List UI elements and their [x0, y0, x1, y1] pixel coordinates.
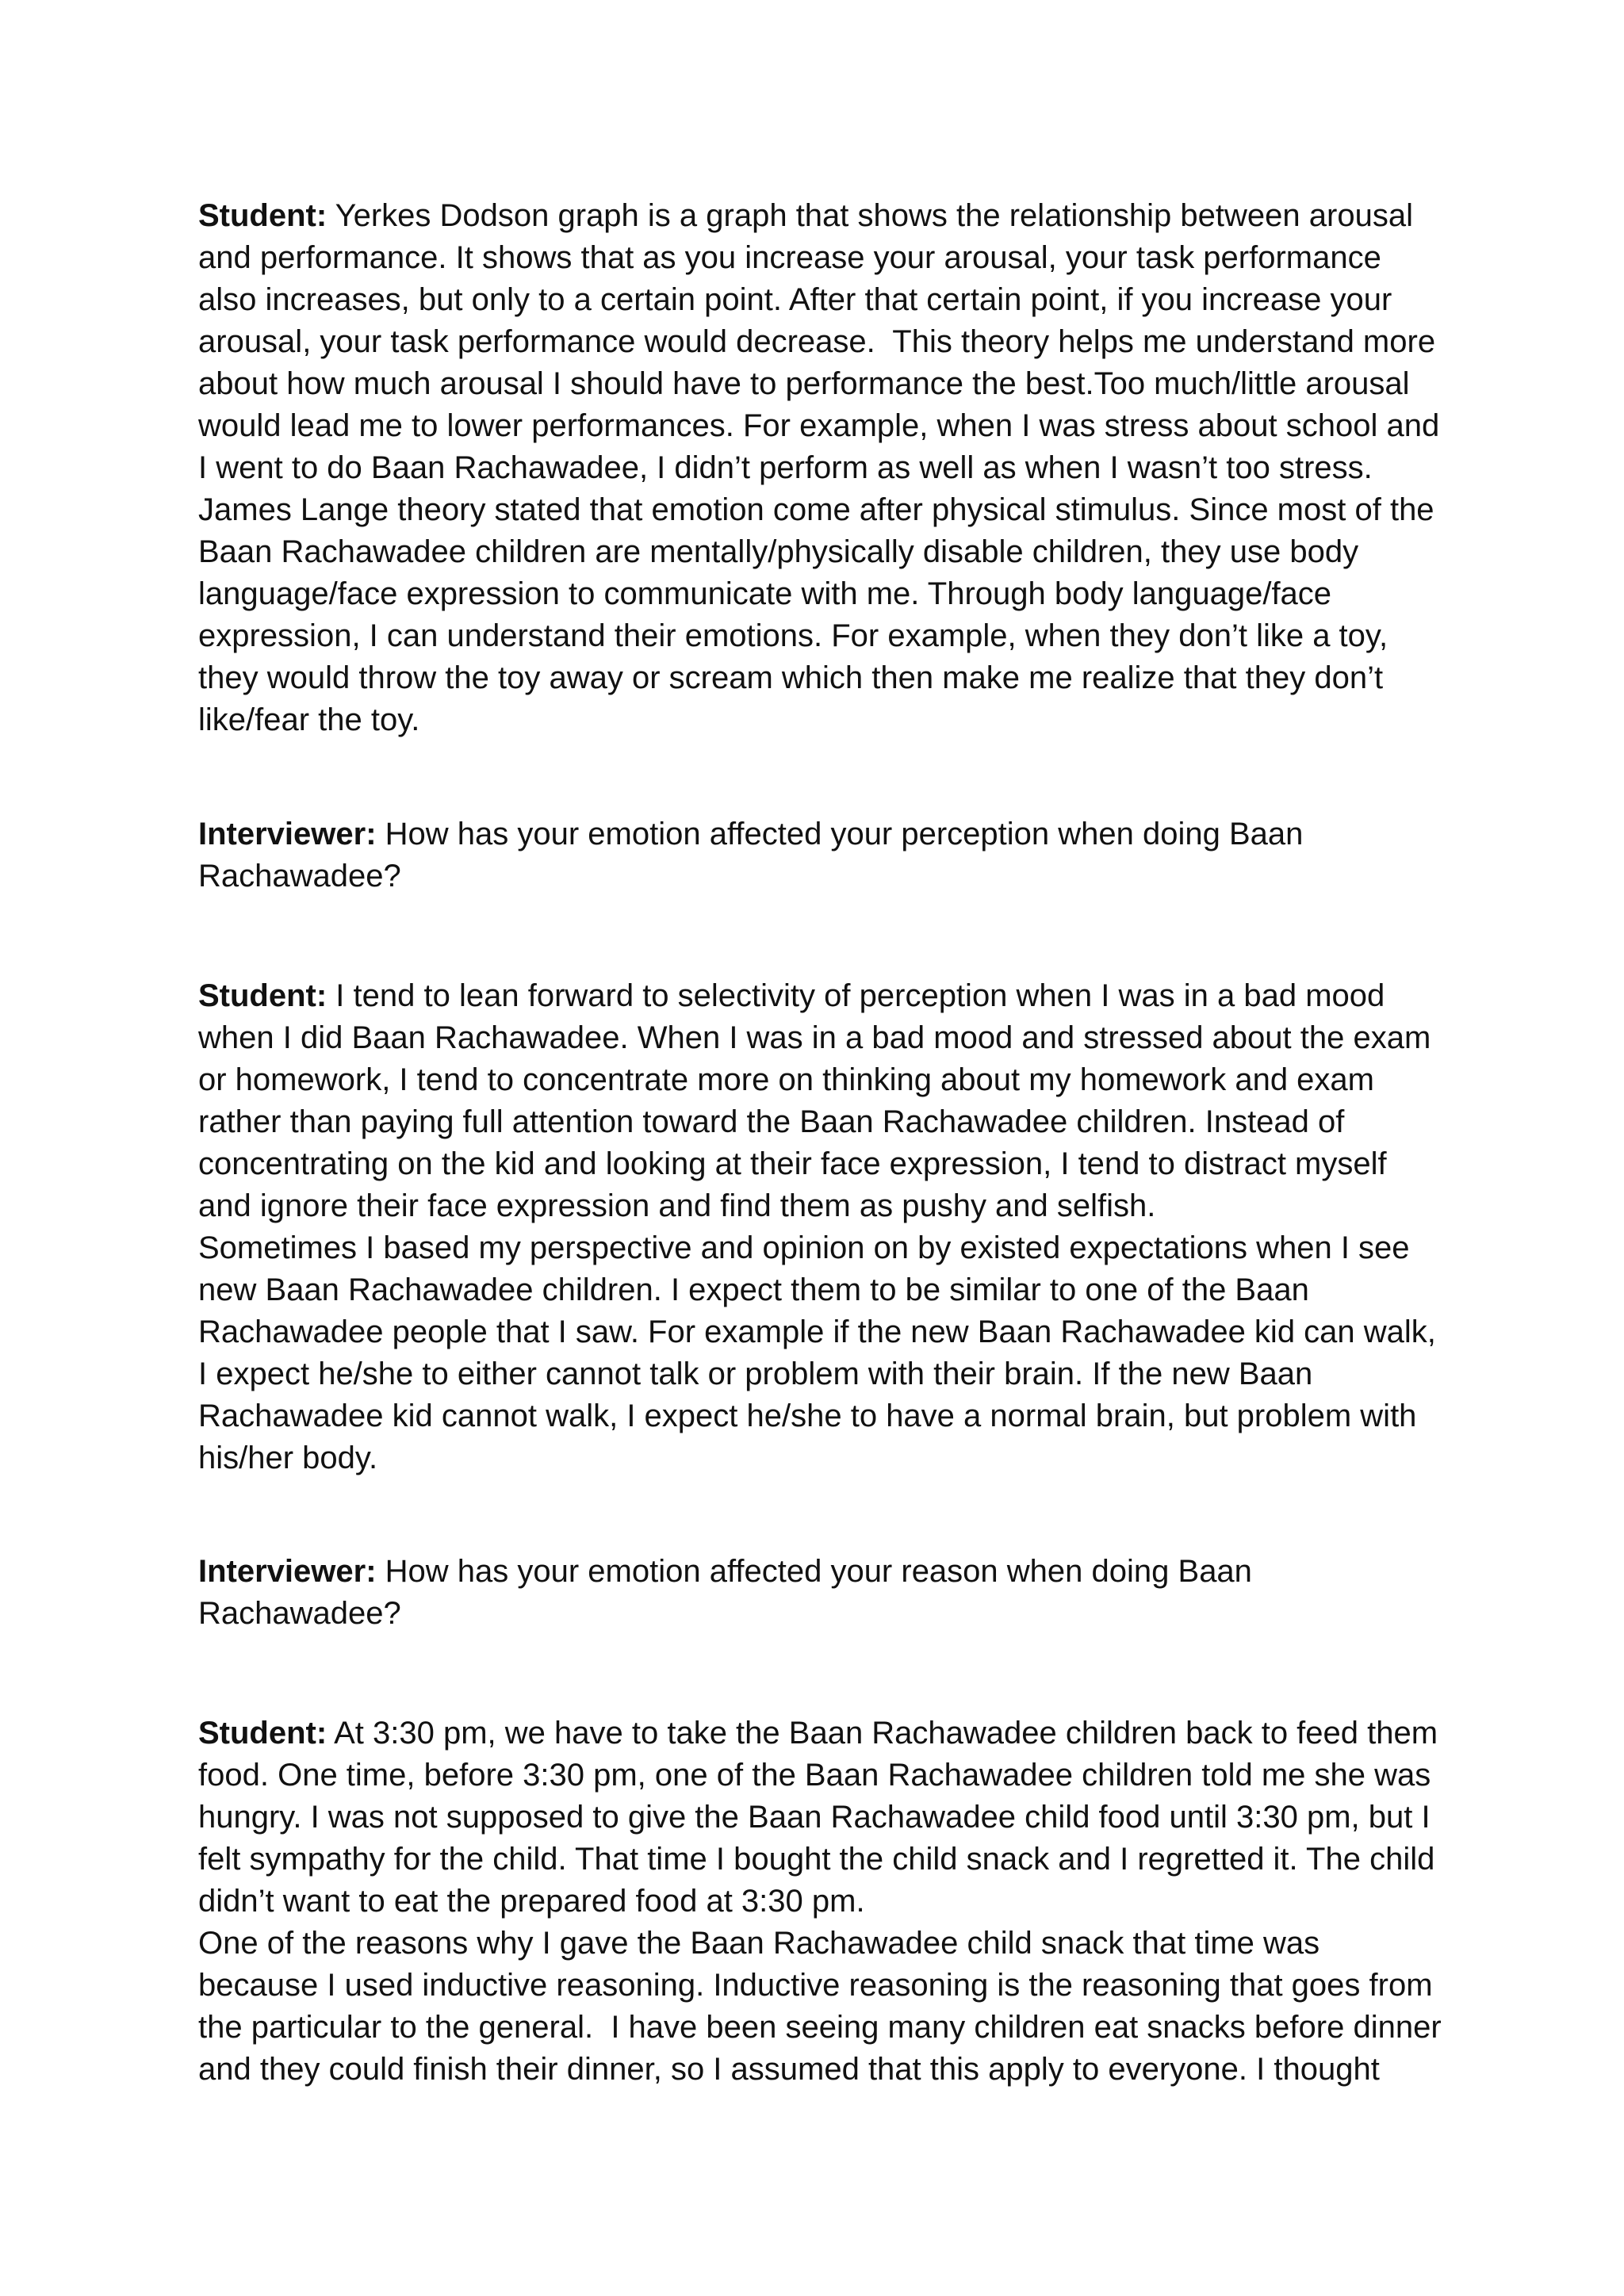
line-text: At 3:30 pm, we have to take the Baan Rachawadee children back to feed them	[327, 1716, 1438, 1751]
speaker-label: Interviewer:	[198, 817, 377, 851]
paragraph-line: language/face expression to communicate with me. Through body language/face	[198, 576, 1332, 611]
paragraph-line: and ignore their face expression and find them as pushy and selfish.	[198, 1188, 1156, 1223]
student-answer-2	[198, 975, 1451, 1479]
paragraph-line: new Baan Rachawadee children. I expect them to be similar to one of the Baan	[198, 1272, 1309, 1307]
paragraph-line: I went to do Baan Rachawadee, I didn’t perform as well as when I wasn’t too stress.	[198, 450, 1373, 485]
line-text: I tend to lean forward to selectivity of perception when I was in a bad mood	[327, 978, 1385, 1013]
paragraph-line: Rachawadee?	[198, 1596, 401, 1631]
paragraph-line: Baan Rachawadee children are mentally/physically disable children, they use body	[198, 534, 1359, 569]
paragraph-line: felt sympathy for the child. That time I bought the child snack and I regretted it. The child	[198, 1842, 1435, 1877]
paragraph-line: or homework, I tend to concentrate more on thinking about my homework and exam	[198, 1062, 1374, 1097]
line-text: How has your emotion affected your reason when doing Baan	[376, 1554, 1252, 1589]
speaker-label: Student:	[198, 1716, 327, 1751]
paragraph-line: they would throw the toy away or scream which then make me realize that they don’t	[198, 660, 1384, 695]
interviewer-question-1	[198, 813, 1451, 897]
paragraph-line: Rachawadee people that I saw. For example if the new Baan Rachawadee kid can walk,	[198, 1314, 1436, 1349]
paragraph-line	[198, 975, 1451, 1017]
paragraph-line: expression, I can understand their emotions. For example, when they don’t like a toy,	[198, 618, 1388, 653]
interviewer-question-2	[198, 1551, 1451, 1635]
paragraph-line: his/her body.	[198, 1441, 378, 1475]
speaker-label: Student:	[198, 198, 327, 233]
paragraph-line: would lead me to lower performances. For example, when I was stress about school and	[198, 408, 1440, 443]
paragraph-line: and they could finish their dinner, so I assumed that this apply to everyone. I thought	[198, 2052, 1380, 2087]
paragraph-line	[198, 1551, 1451, 1593]
paragraph-line: also increases, but only to a certain point. After that certain point, if you increase your	[198, 282, 1392, 317]
line-text: Yerkes Dodson graph is a graph that shows the relationship between arousal	[327, 198, 1413, 233]
paragraph-line: the particular to the general. I have been seeing many children eat snacks before dinner	[198, 2010, 1442, 2045]
paragraph-line: like/fear the toy.	[198, 702, 420, 737]
paragraph-line: when I did Baan Rachawadee. When I was in a bad mood and stressed about the exam	[198, 1020, 1431, 1055]
paragraph-line: didn’t want to eat the prepared food at 3:30 pm.	[198, 1884, 865, 1919]
paragraph-line: Sometimes I based my perspective and opinion on by existed expectations when I see	[198, 1230, 1410, 1265]
student-answer-3	[198, 1712, 1451, 2091]
speaker-label: Interviewer:	[198, 1554, 377, 1589]
paragraph-line: food. One time, before 3:30 pm, one of the Baan Rachawadee children told me she was	[198, 1758, 1431, 1793]
line-text: How has your emotion affected your perception when doing Baan	[376, 817, 1304, 851]
paragraph-line: and performance. It shows that as you increase your arousal, your task performance	[198, 240, 1381, 275]
paragraph-line: because I used inductive reasoning. Inductive reasoning is the reasoning that goes from	[198, 1968, 1433, 2003]
paragraph-line: One of the reasons why I gave the Baan Rachawadee child snack that time was	[198, 1926, 1320, 1961]
paragraph-line	[198, 813, 1451, 855]
paragraph-line: arousal, your task performance would decrease. This theory helps me understand more	[198, 324, 1436, 359]
paragraph-line: about how much arousal I should have to performance the best.Too much/little arousal	[198, 366, 1410, 401]
student-answer-1	[198, 195, 1451, 741]
paragraph-line: Rachawadee kid cannot walk, I expect he/she to have a normal brain, but problem with	[198, 1399, 1417, 1433]
paragraph-line: concentrating on the kid and looking at their face expression, I tend to distract myself	[198, 1146, 1387, 1181]
paragraph-line: James Lange theory stated that emotion come after physical stimulus. Since most of the	[198, 492, 1434, 527]
paragraph-line: hungry. I was not supposed to give the Baan Rachawadee child food until 3:30 pm, but I	[198, 1800, 1431, 1835]
paragraph-line	[198, 195, 1451, 237]
paragraph-line: I expect he/she to either cannot talk or problem with their brain. If the new Baan	[198, 1357, 1313, 1391]
paragraph-line	[198, 1712, 1451, 1755]
paragraph-line: Rachawadee?	[198, 859, 401, 894]
speaker-label: Student:	[198, 978, 327, 1013]
paragraph-line: rather than paying full attention toward the Baan Rachawadee children. Instead of	[198, 1104, 1345, 1139]
